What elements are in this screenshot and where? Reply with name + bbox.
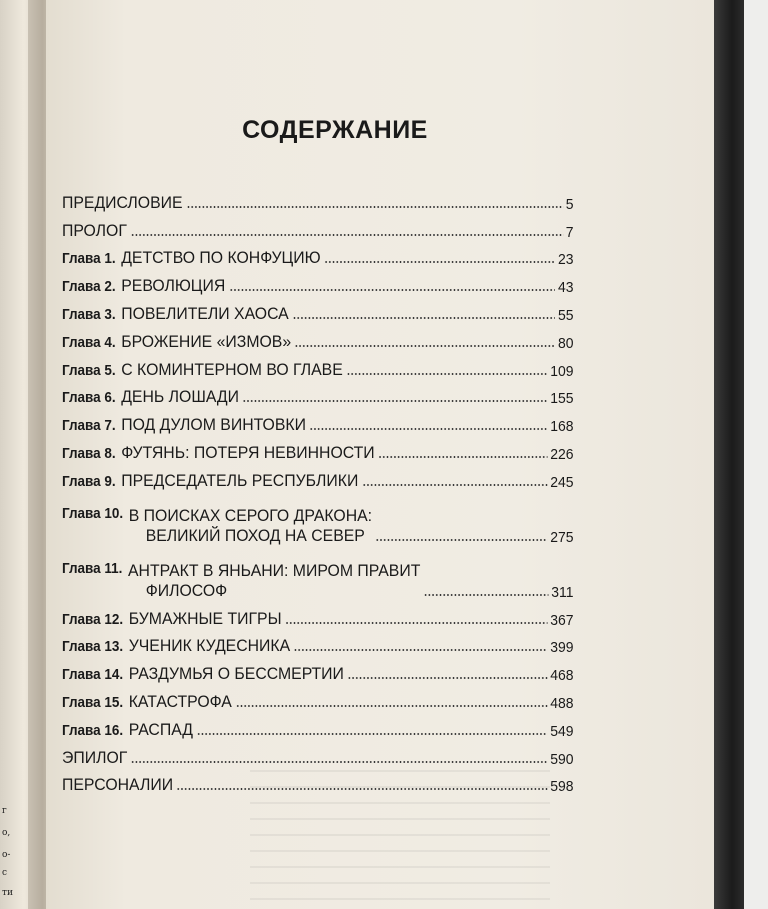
page-number: 590: [550, 750, 574, 768]
page-number: 109: [550, 362, 574, 380]
toc-entry-label: [62, 387, 239, 407]
page-number: 5: [565, 195, 574, 213]
toc-entry: [62, 324, 574, 352]
toc-entry: [62, 380, 574, 408]
dot-leader: [229, 289, 555, 291]
toc-entry-label: [62, 609, 282, 629]
toc-entry-label: [62, 506, 372, 546]
dot-leader: [285, 622, 547, 624]
page-number: 399: [550, 639, 574, 657]
page-number: 367: [550, 611, 574, 629]
chapter-number: Глава 12.: [62, 611, 124, 628]
dot-leader: [186, 206, 563, 208]
dot-leader: [376, 539, 548, 541]
toc-entry: [62, 712, 574, 740]
dot-leader: [177, 788, 548, 790]
chapter-title: БРОЖЕНИЕ «ИЗМОВ»: [121, 331, 292, 351]
chapter-number: Глава 3.: [62, 306, 116, 323]
chapter-title: ПОД ДУЛОМ ВИНТОВКИ: [121, 415, 306, 435]
toc-entry: [62, 185, 574, 213]
toc-entry-label: [62, 664, 344, 684]
toc-entry: [62, 546, 574, 601]
page-number: 468: [550, 667, 574, 685]
left-page-fragment: г: [2, 806, 7, 816]
left-page-fragment: ти: [2, 888, 13, 898]
chapter-title: ДЕТСТВО ПО КОНФУЦИЮ: [121, 248, 321, 268]
background-right: [744, 0, 768, 909]
toc-entry: [62, 684, 574, 712]
toc-entry-label: [62, 443, 375, 463]
dot-leader: [131, 234, 563, 236]
dot-leader: [295, 345, 555, 347]
dot-leader: [362, 484, 547, 486]
toc-entry: [62, 601, 574, 629]
toc-entry: [62, 629, 574, 657]
page-number: 245: [550, 473, 574, 491]
toc-entry-label: [62, 193, 183, 213]
dot-leader: [346, 373, 547, 375]
chapter-number: Глава 4.: [62, 334, 116, 351]
chapter-number: Глава 2.: [62, 279, 116, 296]
toc-entry-label: [62, 332, 291, 352]
chapter-number: Глава 11.: [62, 560, 123, 577]
chapter-number: Глава 6.: [62, 390, 116, 407]
toc-entry-label: [62, 561, 420, 601]
chapter-title: УЧЕНИК КУДЕСНИКА: [128, 636, 291, 656]
chapter-title-continued: ВЕЛИКИЙ ПОХОД НА СЕВЕР: [145, 525, 365, 545]
chapter-number: Глава 16.: [62, 722, 124, 739]
dot-leader: [292, 317, 555, 319]
chapter-title: ПОВЕЛИТЕЛИ ХАОСА: [121, 303, 289, 323]
chapter-title: ДЕНЬ ЛОШАДИ: [121, 387, 239, 407]
toc-entry: [62, 768, 574, 796]
toc-entry: [62, 740, 574, 768]
page-title: СОДЕРЖАНИЕ: [242, 116, 428, 144]
page-number: 155: [550, 390, 574, 408]
chapter-number: Глава 9.: [62, 473, 116, 490]
chapter-number: Глава 10.: [62, 505, 124, 522]
page-number: 43: [557, 279, 574, 297]
toc-entry: [62, 296, 574, 324]
toc-entry-label: [62, 748, 127, 768]
chapter-title: АНТРАКТ В ЯНЬАНИ: МИРОМ ПРАВИТ: [127, 560, 421, 580]
toc-entry-label: [62, 692, 232, 712]
left-page-fragment: о-: [2, 850, 11, 860]
chapter-title: ПЕРСОНАЛИИ: [62, 775, 174, 795]
toc-entry-label: [62, 775, 173, 795]
toc-entry-label: [62, 304, 289, 324]
toc-entry-label: [62, 221, 127, 241]
chapter-title: ПРОЛОГ: [62, 220, 127, 240]
chapter-title-continued: ФИЛОСОФ: [145, 580, 228, 600]
chapter-title: РЕВОЛЮЦИЯ: [121, 276, 226, 296]
chapter-title: РАЗДУМЬЯ О БЕССМЕРТИИ: [128, 664, 344, 684]
chapter-number: Глава 5.: [62, 362, 116, 379]
chapter-number: Глава 15.: [62, 694, 124, 711]
dot-leader: [236, 705, 548, 707]
page-number: 226: [550, 445, 574, 463]
chapter-title: БУМАЖНЫЕ ТИГРЫ: [128, 608, 282, 628]
page-number: 55: [557, 306, 574, 324]
dot-leader: [294, 649, 548, 651]
left-page-fragment: с: [2, 868, 8, 878]
dot-leader: [324, 261, 555, 263]
dot-leader: [424, 594, 548, 596]
book-cover-edge: [714, 0, 744, 909]
page-number: 23: [557, 251, 574, 269]
dot-leader: [131, 761, 547, 763]
toc-entry: [62, 491, 574, 546]
toc-entry-label: [62, 360, 343, 380]
chapter-title: ПРЕДИСЛОВИЕ: [62, 192, 183, 212]
toc-entry: [62, 407, 574, 435]
chapter-number: Глава 8.: [62, 445, 116, 462]
dot-leader: [348, 677, 548, 679]
toc-entry: [62, 435, 574, 463]
chapter-title: ФУТЯНЬ: ПОТЕРЯ НЕВИННОСТИ: [121, 442, 375, 462]
show-through-text: [60, 0, 660, 110]
page-number: 7: [565, 223, 574, 241]
toc-entry-label: [62, 276, 225, 296]
page-number: 549: [550, 722, 574, 740]
toc-entry: [62, 656, 574, 684]
page-number: 275: [550, 528, 574, 546]
chapter-number: Глава 13.: [62, 639, 124, 656]
chapter-title: С КОМИНТЕРНОМ ВО ГЛАВЕ: [121, 359, 343, 379]
toc-entry: [62, 213, 574, 241]
chapter-number: Глава 14.: [62, 667, 124, 684]
toc-entry-label: [62, 720, 193, 740]
page-number: 598: [550, 778, 574, 796]
toc-entry: [62, 268, 574, 296]
page-number: 168: [550, 418, 574, 436]
chapter-title: ЭПИЛОГ: [62, 747, 128, 767]
dot-leader: [310, 428, 548, 430]
page-number: 80: [557, 334, 574, 352]
toc-entry-line-1: [62, 561, 420, 581]
chapter-title: КАТАСТРОФА: [128, 691, 232, 711]
toc-entry: [62, 241, 574, 269]
chapter-number: Глава 1.: [62, 251, 116, 268]
chapter-title: ПРЕДСЕДАТЕЛЬ РЕСПУБЛИКИ: [121, 470, 359, 490]
chapter-number: Глава 7.: [62, 418, 116, 435]
page-number: 488: [550, 694, 574, 712]
page-number: 311: [551, 583, 574, 601]
toc-entry-label: [62, 248, 321, 268]
dot-leader: [243, 400, 548, 402]
toc-entry-label: [62, 415, 306, 435]
toc-entry-line-1: [62, 506, 372, 526]
dot-leader: [197, 733, 548, 735]
toc-entry-label: [62, 471, 358, 491]
table-of-contents: [62, 185, 612, 795]
left-page-fragment: о,: [2, 828, 11, 838]
toc-entry: [62, 463, 574, 491]
toc-entry: [62, 352, 574, 380]
chapter-title: РАСПАД: [128, 719, 193, 739]
dot-leader: [378, 456, 547, 458]
toc-entry-label: [62, 636, 290, 656]
chapter-title: В ПОИСКАХ СЕРОГО ДРАКОНА:: [128, 505, 373, 525]
